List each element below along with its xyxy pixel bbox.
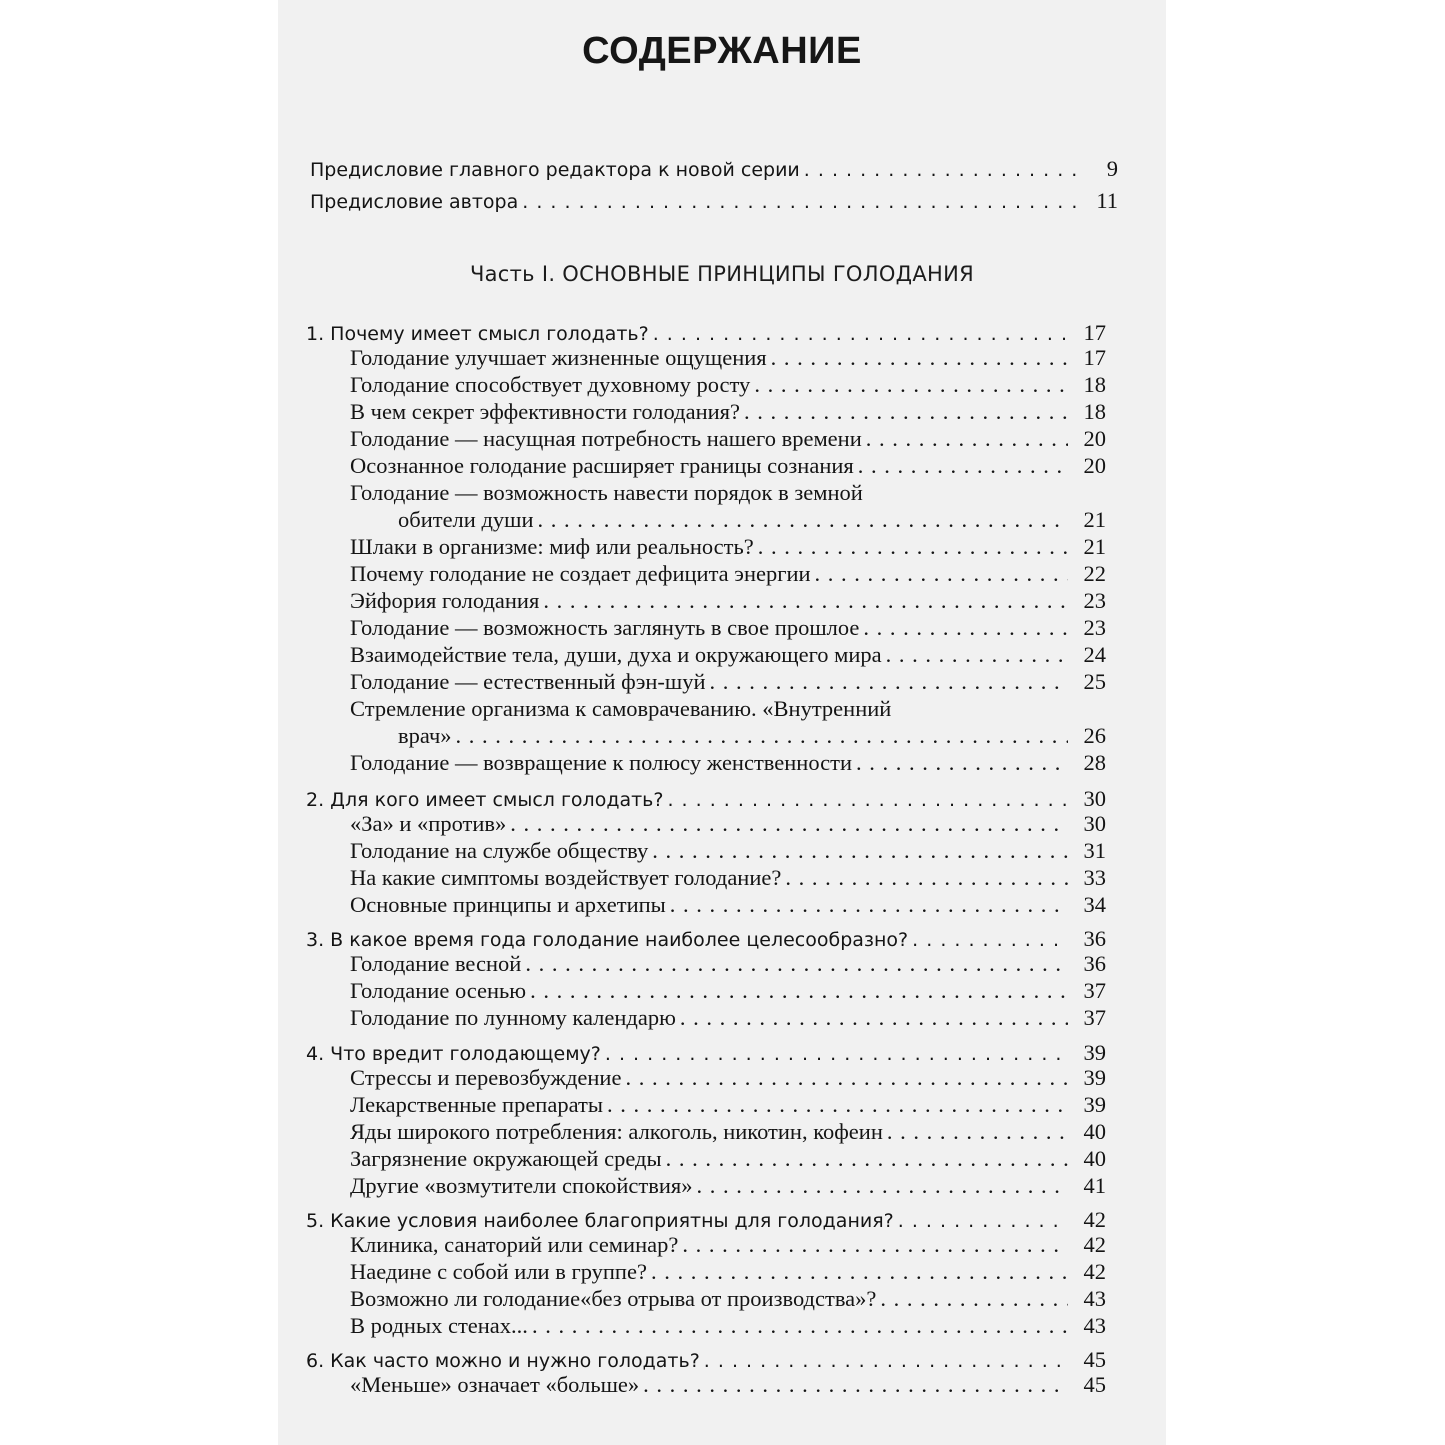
leader-dots <box>682 1232 1068 1258</box>
leader-dots <box>815 561 1068 587</box>
leader-dots <box>652 838 1068 864</box>
section-label: Взаимодействие тела, души, духа и окружающего мира <box>350 642 882 667</box>
section-label: Шлаки в организме: миф или реальность? <box>350 534 754 559</box>
section-entry <box>398 507 1106 533</box>
leader-dots <box>667 789 1068 811</box>
section-page: 25 <box>1083 669 1106 694</box>
section-entry <box>350 1092 1106 1118</box>
leader-dots <box>856 750 1068 776</box>
leader-dots <box>525 951 1068 977</box>
leader-dots <box>643 1372 1068 1398</box>
section-page: 24 <box>1083 642 1106 667</box>
leader-dots <box>651 1259 1068 1285</box>
section-entry <box>350 1119 1106 1145</box>
section-entry <box>350 561 1106 587</box>
section-page: 21 <box>1083 534 1106 559</box>
leader-dots <box>887 1119 1068 1145</box>
section-label: Голодание — насущная потребность нашего времени <box>350 426 862 451</box>
section-label-continued: врач» <box>398 723 452 748</box>
section-entry <box>350 1146 1106 1172</box>
leader-dots <box>758 534 1068 560</box>
section-label: Голодание — возвращение к полюсу женственности <box>350 750 853 775</box>
section-label-continued: обители души <box>398 507 534 532</box>
leader-dots <box>710 669 1068 695</box>
toc-entry-page: 11 <box>1096 188 1118 213</box>
section-label: Эйфория голодания <box>350 588 540 613</box>
section-page: 18 <box>1083 399 1106 424</box>
section-entry <box>350 1313 1106 1339</box>
leader-dots <box>607 1092 1068 1118</box>
leader-dots <box>771 345 1068 371</box>
leader-dots <box>697 1173 1069 1199</box>
section-entry <box>350 1173 1106 1199</box>
section-entry <box>350 534 1106 560</box>
section-entry <box>398 723 1106 749</box>
section-label: Другие «возмутители спокойствия» <box>350 1173 693 1198</box>
leader-dots <box>625 1065 1068 1091</box>
chapter-label: 3. В какое время года голодание наиболее целесообразно? <box>306 929 909 951</box>
chapter-entry <box>306 1040 1106 1066</box>
section-page: 43 <box>1083 1313 1106 1338</box>
section-label: В чем секрет эффективности голодания? <box>350 399 740 424</box>
section-entry <box>350 453 1106 479</box>
chapter-entry <box>306 1347 1106 1373</box>
section-label: В родных стенах... <box>350 1313 528 1338</box>
section-label: «Меньше» означает «больше» <box>350 1372 640 1397</box>
section-label: Почему голодание не создает дефицита энергии <box>350 561 811 586</box>
toc-entry-label: Предисловие автора <box>310 191 519 213</box>
section-label: Голодание — возможность навести порядок в земной <box>350 480 863 505</box>
leader-dots <box>898 1210 1068 1232</box>
leader-dots <box>886 642 1068 668</box>
section-label: Голодание — естественный фэн-шуй <box>350 669 706 694</box>
section-entry <box>350 750 1106 776</box>
section-entry <box>350 426 1106 452</box>
section-page: 33 <box>1083 865 1106 890</box>
section-entry <box>350 1259 1106 1285</box>
section-page: 31 <box>1083 838 1106 863</box>
section-page: 22 <box>1083 561 1106 586</box>
page-title: СОДЕРЖАНИЕ <box>582 30 862 72</box>
chapter-entry <box>306 320 1106 346</box>
leader-dots <box>538 507 1068 533</box>
section-page: 41 <box>1083 1173 1106 1198</box>
section-entry <box>350 399 1106 425</box>
chapter-label: 1. Почему имеет смысл голодать? <box>306 323 649 345</box>
chapter-page: 45 <box>1083 1347 1106 1372</box>
leader-dots <box>754 372 1068 398</box>
section-page: 37 <box>1083 1005 1106 1030</box>
section-page: 40 <box>1083 1119 1106 1144</box>
section-page: 36 <box>1083 951 1106 976</box>
leader-dots <box>704 1350 1068 1372</box>
section-page: 39 <box>1083 1092 1106 1117</box>
chapter-page: 30 <box>1083 786 1106 811</box>
section-label: Голодание способствует духовному росту <box>350 372 751 397</box>
section-page: 23 <box>1083 615 1106 640</box>
section-entry <box>350 811 1106 837</box>
section-entry <box>350 615 1106 641</box>
book-page <box>278 0 1166 1445</box>
leader-dots <box>670 892 1068 918</box>
section-entry <box>350 1065 1106 1091</box>
section-page: 42 <box>1083 1259 1106 1284</box>
section-label: На какие симптомы воздействует голодание? <box>350 865 782 890</box>
chapter-entry <box>306 786 1106 812</box>
section-page: 20 <box>1083 426 1106 451</box>
section-label: Голодание весной <box>350 951 522 976</box>
section-page: 18 <box>1083 372 1106 397</box>
section-label: Яды широкого потребления: алкоголь, никотин, кофеин <box>350 1119 883 1144</box>
chapter-label: 6. Как часто можно и нужно голодать? <box>306 1350 700 1372</box>
chapter-page: 36 <box>1083 926 1106 951</box>
toc-entry <box>310 156 1118 182</box>
leader-dots <box>863 615 1068 641</box>
section-page: 34 <box>1083 892 1106 917</box>
section-entry <box>350 892 1106 918</box>
leader-dots <box>456 723 1068 749</box>
leader-dots <box>653 323 1068 345</box>
section-page: 28 <box>1083 750 1106 775</box>
leader-dots <box>880 1286 1068 1312</box>
toc-entry-page: 9 <box>1106 156 1118 181</box>
section-label: Осознанное голодание расширяет границы сознания <box>350 453 854 478</box>
section-entry <box>350 1005 1106 1031</box>
part-title: Часть I. ОСНОВНЫЕ ПРИНЦИПЫ ГОЛОДАНИЯ <box>469 262 975 286</box>
section-page: 23 <box>1083 588 1106 613</box>
chapter-page: 39 <box>1083 1040 1106 1065</box>
section-page: 20 <box>1083 453 1106 478</box>
section-entry <box>350 588 1106 614</box>
chapter-page: 17 <box>1083 320 1106 345</box>
section-label: Основные принципы и архетипы <box>350 892 666 917</box>
section-label: Стрессы и перевозбуждение <box>350 1065 622 1090</box>
section-page: 21 <box>1083 507 1106 532</box>
section-page: 42 <box>1083 1232 1106 1257</box>
section-page: 45 <box>1083 1372 1106 1397</box>
section-entry <box>350 1372 1106 1398</box>
section-page: 26 <box>1083 723 1106 748</box>
section-label: Голодание улучшает жизненные ощущения <box>350 345 767 370</box>
leader-dots <box>912 929 1068 951</box>
section-page: 30 <box>1083 811 1106 836</box>
chapter-label: 2. Для кого имеет смысл голодать? <box>306 789 664 811</box>
section-page: 43 <box>1083 1286 1106 1311</box>
section-label: «За» и «против» <box>350 811 507 836</box>
leader-dots <box>532 1313 1068 1339</box>
leader-dots <box>522 191 1080 213</box>
toc-entry-label: Предисловие главного редактора к новой серии <box>310 159 800 181</box>
section-label: Клиника, санаторий или семинар? <box>350 1232 679 1257</box>
chapter-label: 4. Что вредит голодающему? <box>306 1043 601 1065</box>
leader-dots <box>530 978 1068 1004</box>
leader-dots <box>510 811 1068 837</box>
section-page: 17 <box>1083 345 1106 370</box>
chapter-label: 5. Какие условия наиболее благоприятны для голодания? <box>306 1210 894 1232</box>
leader-dots <box>785 865 1068 891</box>
section-label: Голодание на службе обществу <box>350 838 649 863</box>
section-entry <box>350 951 1106 977</box>
section-entry <box>350 1232 1106 1258</box>
section-page: 37 <box>1083 978 1106 1003</box>
section-label: Наедине с собой или в группе? <box>350 1259 647 1284</box>
section-entry <box>350 345 1106 371</box>
section-label: Загрязнение окружающей среды <box>350 1146 662 1171</box>
leader-dots <box>605 1043 1068 1065</box>
leader-dots <box>804 159 1080 181</box>
section-entry <box>350 978 1106 1004</box>
section-entry <box>350 372 1106 398</box>
chapter-entry <box>306 1207 1106 1233</box>
leader-dots <box>744 399 1068 425</box>
leader-dots <box>666 1146 1068 1172</box>
leader-dots <box>858 453 1068 479</box>
section-label: Голодание осенью <box>350 978 527 1003</box>
section-label: Голодание — возможность заглянуть в свое прошлое <box>350 615 860 640</box>
section-entry <box>350 838 1106 864</box>
section-entry <box>350 1286 1106 1312</box>
section-label: Возможно ли голодание«без отрыва от производства»? <box>350 1286 877 1311</box>
section-page: 40 <box>1083 1146 1106 1171</box>
section-entry <box>350 865 1106 891</box>
section-entry <box>350 642 1106 668</box>
chapter-entry <box>306 926 1106 952</box>
section-label: Стремление организма к самоврачеванию. «Внутренний <box>350 696 892 721</box>
leader-dots <box>680 1005 1068 1031</box>
leader-dots <box>866 426 1068 452</box>
chapter-page: 42 <box>1083 1207 1106 1232</box>
section-page: 39 <box>1083 1065 1106 1090</box>
leader-dots <box>543 588 1068 614</box>
section-label: Голодание по лунному календарю <box>350 1005 676 1030</box>
section-label: Лекарственные препараты <box>350 1092 603 1117</box>
section-entry <box>350 669 1106 695</box>
toc-entry <box>310 188 1118 214</box>
